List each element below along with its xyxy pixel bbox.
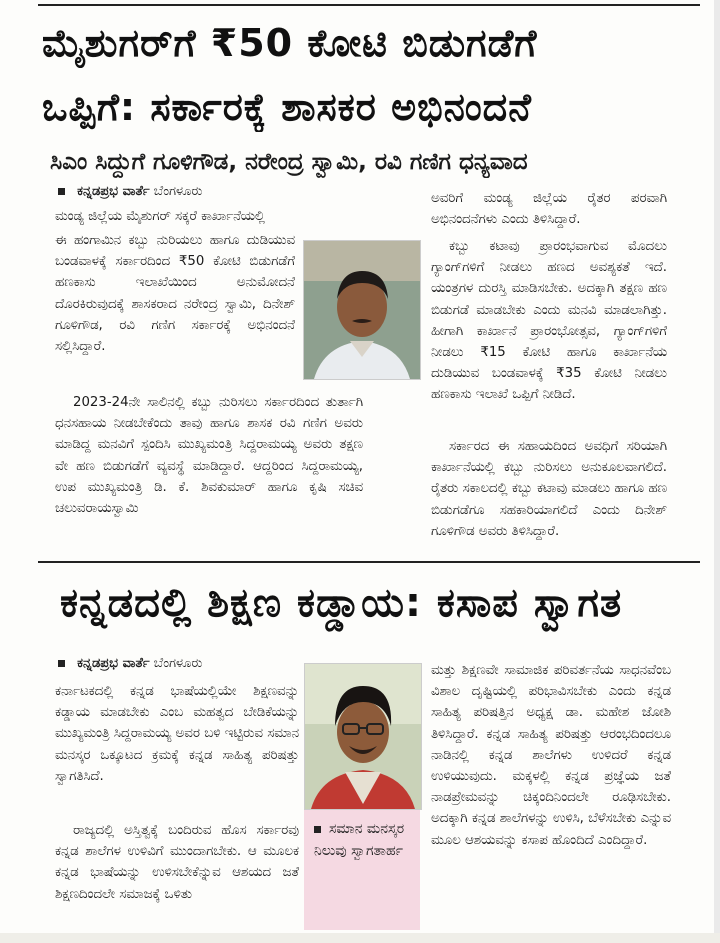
bullet-icon — [58, 660, 65, 667]
caption-text: ಸಮಾನ ಮನಸ್ಕರ ನಿಲುವು ಸ್ವಾಗತಾರ್ಹ — [314, 821, 405, 859]
article1-col1-para2-text: 2023-24ನೇ ಸಾಲಿನಲ್ಲಿ ಕಬ್ಬು ನುರಿಸಲು ಸರ್ಕಾರದಿಂದ ತುರ್ತಾಗಿ ಧನಸಹಾಯ ನೀಡಬೇಕೆಂದು ತಾವು ಹಾಗೂ ಶಾಸಕ ರವಿ ಗಣಿಗ ಅವರು ಮಾಡಿದ್ದ ಮನವಿಗೆ ಸ್ಪಂದಿಸಿ ಮುಖ್ಯಮಂತ್ರಿ ಸಿದ್ದರಾಮಯ್ಯ ಅವರು ತಕ್ಷಣ ವೇ ಹಣ ಬಿಡುಗಡೆಗೆ ವ್ಯವಸ್ಥೆ ಮಾಡಿದ್ದಾರೆ. ಆದ್ದರಿಂದ ಸಿದ್ದರಾಮಯ್ಯ, ಉಪ ಮುಖ್ಯಮಂತ್ರಿ ಡಿ. ಕೆ. ಶಿವಕುಮಾರ್ ಹಾಗೂ ಕೃಷಿ ಸಚಿವ ಚಲುವರಾಯಸ್ವಾಮಿ — [55, 395, 363, 517]
article1-headline-line2: ಒಪ್ಪಿಗೆ: ಸರ್ಕಾರಕ್ಕೆ ಶಾಸಕರ ಅಭಿನಂದನೆ — [42, 85, 532, 129]
article2-col1-para2 — [55, 820, 299, 932]
article1-col1-para1 — [55, 230, 295, 385]
article2-col3-para1 — [431, 660, 671, 932]
article1-headline-line1: ಮೈಶುಗರ್‌ಗೆ ₹50 ಕೋಟಿ ಬಿಡುಗಡೆಗೆ — [42, 21, 538, 65]
article1-col1-para1-text: ಈ ಹಂಗಾಮಿನ ಕಬ್ಬು ನುರಿಯಲು ಹಾಗೂ ದುಡಿಯುವ ಬಂಡವಾಳಕ್ಕೆ ಸರ್ಕಾರದಿಂದ ₹50 ಕೋಟಿ ಬಿಡುಗಡೆಗೆ ಹಣಕಾಸು ಇಲಾಖೆಯಿಂದ ಅನುಮೋದನೆ ದೊರಕಿರುವುದಕ್ಕೆ ಶಾಸಕರಾದ ನರೇಂದ್ರ ಸ್ವಾಮಿ, ದಿನೇಶ್ ಗೂಳಿಗೌಡ, ರವಿ ಗಣಿಗ ಸರ್ಕಾರಕ್ಕೆ ಅಭಿನಂದನೆ ಸಲ್ಲಿಸಿದ್ದಾರೆ. — [55, 233, 295, 355]
page-edge — [714, 0, 720, 943]
top-rule — [38, 4, 700, 6]
article1-col2-para2 — [431, 236, 667, 432]
byline-place: ಬೆಂಗಳೂರು — [153, 656, 203, 671]
article2-col3-para1-text: ಮತ್ತು ಶಿಕ್ಷಣವೇ ಸಾಮಾಜಿಕ ಪರಿವರ್ತನೆಯ ಸಾಧನವೆಂಬ ವಿಶಾಲ ದೃಷ್ಟಿಯಲ್ಲಿ ಪರಿಭಾವಿಸಬೇಕು ಎಂದು ಕನ್ನಡ ಸಾಹಿತ್ಯ ಪರಿಷತ್ತಿನ ಅಧ್ಯಕ್ಷ ಡಾ. ಮಹೇಶ ಜೋಶಿ ತಿಳಿಸಿದ್ದಾರೆ. ಕನ್ನಡ ಸಾಹಿತ್ಯ ಪರಿಷತ್ತು ಆರಂಭದಿಂದಲೂ ನಾಡಿನಲ್ಲಿ ಕನ್ನಡ ಶಾಲೆಗಳು ಉಳಿದರೆ ಕನ್ನಡ ಉಳಿಯುವುದು. ಮಕ್ಕಳಲ್ಲಿ ಕನ್ನಡ ಪ್ರಜ್ಞೆಯ ಜತೆ ನಾಡಪ್ರೇಮವನ್ನು ಚಿಕ್ಕಂದಿನಿಂದಲೇ ರೂಢಿಸಬೇಕು. ಅದಕ್ಕಾಗಿ ಕನ್ನಡ ಶಾಲೆಗಳನ್ನು ಉಳಿಸಿ, ಬೆಳೆಸಬೇಕು ಎನ್ನುವ ಮೂಲ ಆಶಯವನ್ನು ಕಸಾಪ ಹೊಂದಿದೆ ಎಂದಿದ್ದಾರೆ. — [431, 663, 671, 848]
article1-subheadline: ಸಿಎಂ ಸಿದ್ದುಗೆ ಗೂಳಿಗೌಡ, ನರೇಂದ್ರ ಸ್ವಾಮಿ, ರವಿ ಗಣಿಗ ಧನ್ಯವಾದ — [50, 149, 528, 175]
article1-col2-para1-text: ಅವರಿಗೆ ಮಂಡ್ಯ ಜಿಲ್ಲೆಯ ರೈತರ ಪರವಾಗಿ ಅಭಿನಂದನೆಗಳು ಎಂದು ತಿಳಿಸಿದ್ದಾರೆ. — [431, 191, 667, 228]
article1-col2-para3-text: ಸರ್ಕಾರದ ಈ ಸಹಾಯದಿಂದ ಅವಧಿಗೆ ಸರಿಯಾಗಿ ಕಾರ್ಖಾನೆಯಲ್ಲಿ ಕಬ್ಬು ನುರಿಸಲು ಅನುಕೂಲವಾಗಲಿದೆ. ರೈತರು ಸಕಾಲದಲ್ಲಿ ಕಬ್ಬು ಕಟಾವು ಮಾಡಲು ಹಾಗೂ ಹಣ ಬಿಡುಗಡೆಗೂ ಸಹಕಾರಿಯಾಗಲಿದೆ ಎಂದು ದಿನೇಶ್ ಗೂಳಿಗೌಡ ಅವರು ತಿಳಿಸಿದ್ದಾರೆ. — [431, 439, 667, 539]
article1-byline — [58, 184, 202, 199]
article1-col2-para3 — [431, 436, 667, 550]
article1-col2-para1 — [431, 188, 667, 232]
man-with-glasses-portrait-image — [305, 664, 421, 809]
article1-intro — [55, 206, 363, 228]
article1-col1-para2 — [55, 392, 363, 552]
article2-col1-para2-text: ರಾಜ್ಯದಲ್ಲಿ ಅಸ್ತಿತ್ವಕ್ಕೆ ಬಂದಿರುವ ಹೊಸ ಸರ್ಕಾರವು ಕನ್ನಡ ಶಾಲೆಗಳ ಉಳಿವಿಗೆ ಮುಂದಾಗಬೇಕು. ಆ ಮೂಲಕ ಕನ್ನಡ ಭಾಷೆಯನ್ನು ಉಳಿಸಬೇಕೆನ್ನುವ ಆಶಯದ ಜತೆ ಶಿಕ್ಷಣದಿಂದಲೇ ಸಮಾಜಕ್ಕೆ ಒಳಿತು — [55, 823, 299, 902]
bullet-icon — [314, 826, 321, 833]
byline-brand: ಕನ್ನಡಪ್ರಭ ವಾರ್ತೆ — [77, 656, 150, 671]
byline-brand: ಕನ್ನಡಪ್ರಭ ವಾರ್ತೆ — [77, 184, 150, 199]
article1-photo — [303, 240, 421, 380]
article1-col2-para2-text: ಕಬ್ಬು ಕಟಾವು ಪ್ರಾರಂಭವಾಗುವ ಮೊದಲು ಗ್ಯಾಂಗ್‌ಗಳಿಗೆ ನೀಡಲು ಹಣದ ಅವಶ್ಯಕತೆ ಇದೆ. ಯಂತ್ರಗಳ ದುರಸ್ತಿ ಮಾಡಿಸಬೇಕು. ಅದಕ್ಕಾಗಿ ತಕ್ಷಣ ಹಣ ಬಿಡುಗಡೆ ಮಾಡಬೇಕು ಎಂದು ಮನವಿ ಮಾಡಲಾಗಿತ್ತು. ಹೀಗಾಗಿ ಕಾರ್ಖಾನೆ ಪ್ರಾರಂಭೋತ್ಸವ, ಗ್ಯಾಂಗ್‌ಗಳಿಗೆ ನೀಡಲು ₹15 ಕೋಟಿ ಹಾಗೂ ಕಾರ್ಖಾನೆಯ ದುಡಿಯುವ ಬಂಡವಾಳಕ್ಕೆ ₹35 ಕೋಟಿ ನೀಡಲು ಹಣಕಾಸು ಇಲಾಖೆ ಒಪ್ಪಿಗೆ ನೀಡಿದೆ. — [431, 239, 667, 403]
article1-intro-text: ಮಂಡ್ಯ ಜಿಲ್ಲೆಯ ಮೈಶುಗರ್ ಸಕ್ಕರೆ ಕಾರ್ಖಾನೆಯಲ್ಲಿ — [55, 209, 265, 224]
section-divider — [38, 561, 700, 563]
man-portrait-image — [304, 241, 420, 379]
footer-band — [0, 933, 720, 943]
byline-place: ಬೆಂಗಳೂರು — [153, 184, 203, 199]
article2-headline: ಕನ್ನಡದಲ್ಲಿ ಶಿಕ್ಷಣ ಕಡ್ಡಾಯ: ಕಸಾಪ ಸ್ವಾಗತ — [60, 580, 623, 626]
article2-photo — [304, 663, 422, 810]
bullet-icon — [58, 188, 65, 195]
article2-col1-para1 — [55, 681, 299, 817]
article2-caption — [304, 810, 420, 930]
article2-col1-para1-text: ಕರ್ನಾಟಕದಲ್ಲಿ ಕನ್ನಡ ಭಾಷೆಯಲ್ಲಿಯೇ ಶಿಕ್ಷಣವನ್ನು ಕಡ್ಡಾಯ ಮಾಡಬೇಕು ಎಂಬ ಮಹತ್ವದ ಬೇಡಿಕೆಯನ್ನು ಮುಖ್ಯಮಂತ್ರಿ ಸಿದ್ದರಾಮಯ್ಯ ಅವರ ಬಳಿ ಇಟ್ಟಿರುವ ಸಮಾನ ಮನಸ್ಕರ ಒಕ್ಕೂಟದ ಕ್ರಮಕ್ಕೆ ಕನ್ನಡ ಸಾಹಿತ್ಯ ಪರಿಷತ್ತು ಸ್ವಾಗತಿಸಿದೆ. — [55, 684, 299, 784]
article2-byline — [58, 656, 202, 671]
